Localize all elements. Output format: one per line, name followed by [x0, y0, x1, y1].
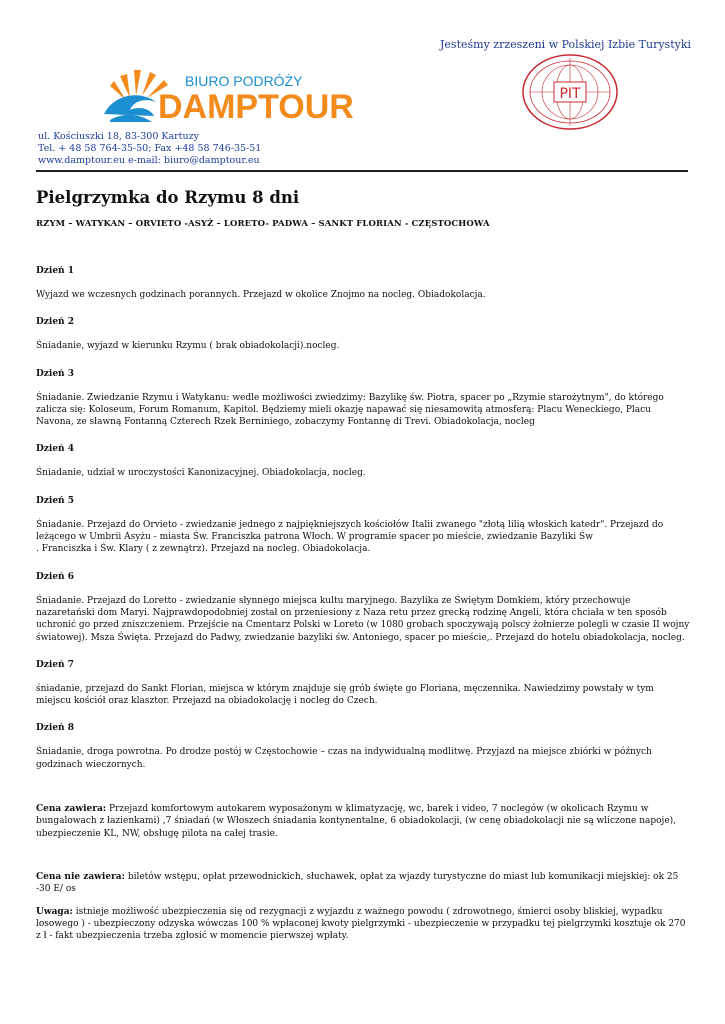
day-description: Wyjazd we wczesnych godzinach porannych. Przejazd w okolice Znojmo na nocleg. Obiadokolacja.	[36, 290, 486, 300]
pit-seal-logo	[520, 52, 620, 132]
note-label: Uwaga:	[36, 906, 73, 917]
day-1	[36, 266, 690, 301]
trip-title: Pielgrzymka do Rzymu 8 dni	[36, 188, 300, 207]
price-includes-label: Cena zawiera:	[36, 804, 107, 815]
logo-name: DAMPTOUR	[158, 88, 354, 126]
price-excludes-label: Cena nie zawiera:	[36, 871, 125, 882]
day-3	[36, 369, 690, 429]
trip-program	[36, 188, 690, 942]
day-description: Śniadanie. Przejazd do Orvieto - zwiedzanie jednego z najpiękniejszych kościołów Italii zwanego "złotą lilią włoskich katedr". Przejazd do leżącego w Umbrii Asyżu - miasta Św. Franciszka patrona Włoch. W programie spacer po mieście, zwiedzanie Bazyliki Św . Franciszka i Św. Klary ( z zewnątrz). Przejazd na nocleg. Obiadokolacja.	[36, 519, 664, 555]
day-2	[36, 317, 690, 352]
day-title: Dzień 6	[36, 571, 74, 582]
day-description: Śniadanie. Zwiedzanie Rzymu i Watykanu: wedle możliwości zwiedzimy: Bazylikę św. Piotra, spacer po „Rzymie starożytnym", do którego zalicza się: Koloseum, Forum Romanum, Kapitol. Będziemy mieli okazję napawać się niesamowitą atmosferą: Placu Weneckiego, Placu Navona, ze sławną Fontanną Czterech Rzek Berniniego, zobaczymy Fontannę di Trevi. Obiadokolacja, nocleg	[36, 392, 664, 428]
day-title: Dzień 5	[36, 495, 74, 506]
damptour-logo	[100, 64, 420, 128]
day-title: Dzień 2	[36, 317, 74, 328]
price-excludes-text: biletów wstępu, opłat przewodnickich, słuchawek, opłat za wjazdy turystyczne do miast lub komunikacji miejskiej: ok 25 -30 E/ os	[36, 871, 679, 895]
day-title: Dzień 8	[36, 723, 74, 734]
day-title: Dzień 4	[36, 444, 74, 455]
price-excludes	[36, 871, 690, 896]
day-description: Śniadanie, droga powrotna. Po drodze postój w Częstochowie – czas na indywidualną modlitwę. Przyjazd na miejsce zbiórki w późnych godzinach wieczornych.	[36, 747, 652, 770]
address-line: ul. Kościuszki 18, 83-300 Kartuzy	[38, 131, 199, 142]
day-7	[36, 660, 690, 708]
note-text: istnieje możliwość ubezpieczenia się od rezygnacji z wyjazdu z ważnego powodu ( zdrowotnego, śmierci osoby bliskiej, wypadku losowego ) - ubezpieczony odzyska wówczas 100 % wpłaconej kwoty pielgrzymki - ubezpieczenie w przypadku tej pielgrzymki kosztuje ok 270 z ł - fakt ubezpieczenia trzeba zgłosić w momencie pierwszej wpłaty.	[36, 906, 686, 942]
day-6	[36, 572, 690, 644]
day-8	[36, 723, 690, 771]
day-title: Dzień 1	[36, 266, 74, 276]
day-description: Śniadanie. Przejazd do Loretto - zwiedzanie słynnego miejsca kultu maryjnego. Bazylika ze Świętym Domkiem, który przechowuje nazaretański dom Maryi. Najprawdopodobniej został on przeniesiony z Naza retu przez grecką rodzinę Angeli, która chciała w ten sposób uchronić go przed zniszczeniem. Przejście na Cmentarz Polski w Loreto (w 1080 grobach spoczywają polscy żołnierze polegli w czasie II wojny światowej). Msza Święta. Przejazd do Padwy, zwiedzanie bazyliki św. Antoniego, spacer po mieście,. Przejazd do hotelu obiadokolacja, nocleg.	[36, 595, 690, 643]
insurance-note	[36, 906, 690, 943]
day-description: śniadanie, przejazd do Sankt Florian, miejsca w którym znajduje się grób święte go Floriana, męczennika. Nawiedzimy powstały w tym miejscu kościół oraz klasztor. Przejazd na obiadokolację i nocleg do Czech.	[36, 683, 654, 707]
day-5	[36, 496, 690, 556]
day-title: Dzień 3	[36, 368, 74, 379]
day-4	[36, 444, 690, 479]
phone-fax-line: Tel. + 48 58 764-35-50; Fax +48 58 746-35-51	[38, 143, 262, 154]
web-email-line[interactable]: www.damptour.eu e-mail: biuro@damptour.eu	[38, 155, 260, 166]
contact-address	[38, 131, 261, 167]
day-description: Śniadanie, wyjazd w kierunku Rzymu ( brak obiadokolacji).nocleg.	[36, 341, 340, 352]
logo-subtitle: BIURO PODRÓŻY	[185, 73, 303, 89]
association-note: Jesteśmy zrzeszeni w Polskiej Izbie Turystyki	[440, 38, 692, 51]
day-title: Dzień 7	[36, 659, 74, 670]
price-includes-text: Przejazd komfortowym autokarem wyposażonym w klimatyzację, wc, barek i video, 7 noclegów (w okolicach Rzymu w bungalowach z łazienkami) ,7 śniadań (w Włoszech śniadania kontynentalne, 6 obiadokolacji, (w cenę obiadokolacji nie są wliczone napoje), ubezpieczenie KL, NW, obsługę pilota na całej trasie.	[36, 804, 677, 839]
header-divider	[36, 170, 688, 172]
trip-route: RZYM – WATYKAN – ORVIETO -ASYŻ – LORETO- PADWA – SANKT FLORIAN - CZĘSTOCHOWA	[36, 219, 490, 229]
price-includes	[36, 803, 690, 840]
pit-seal-text: PIT	[559, 86, 581, 102]
day-description: Śniadanie, udział w uroczystości Kanonizacyjnej. Obiadokolacja, nocleg.	[36, 468, 366, 479]
